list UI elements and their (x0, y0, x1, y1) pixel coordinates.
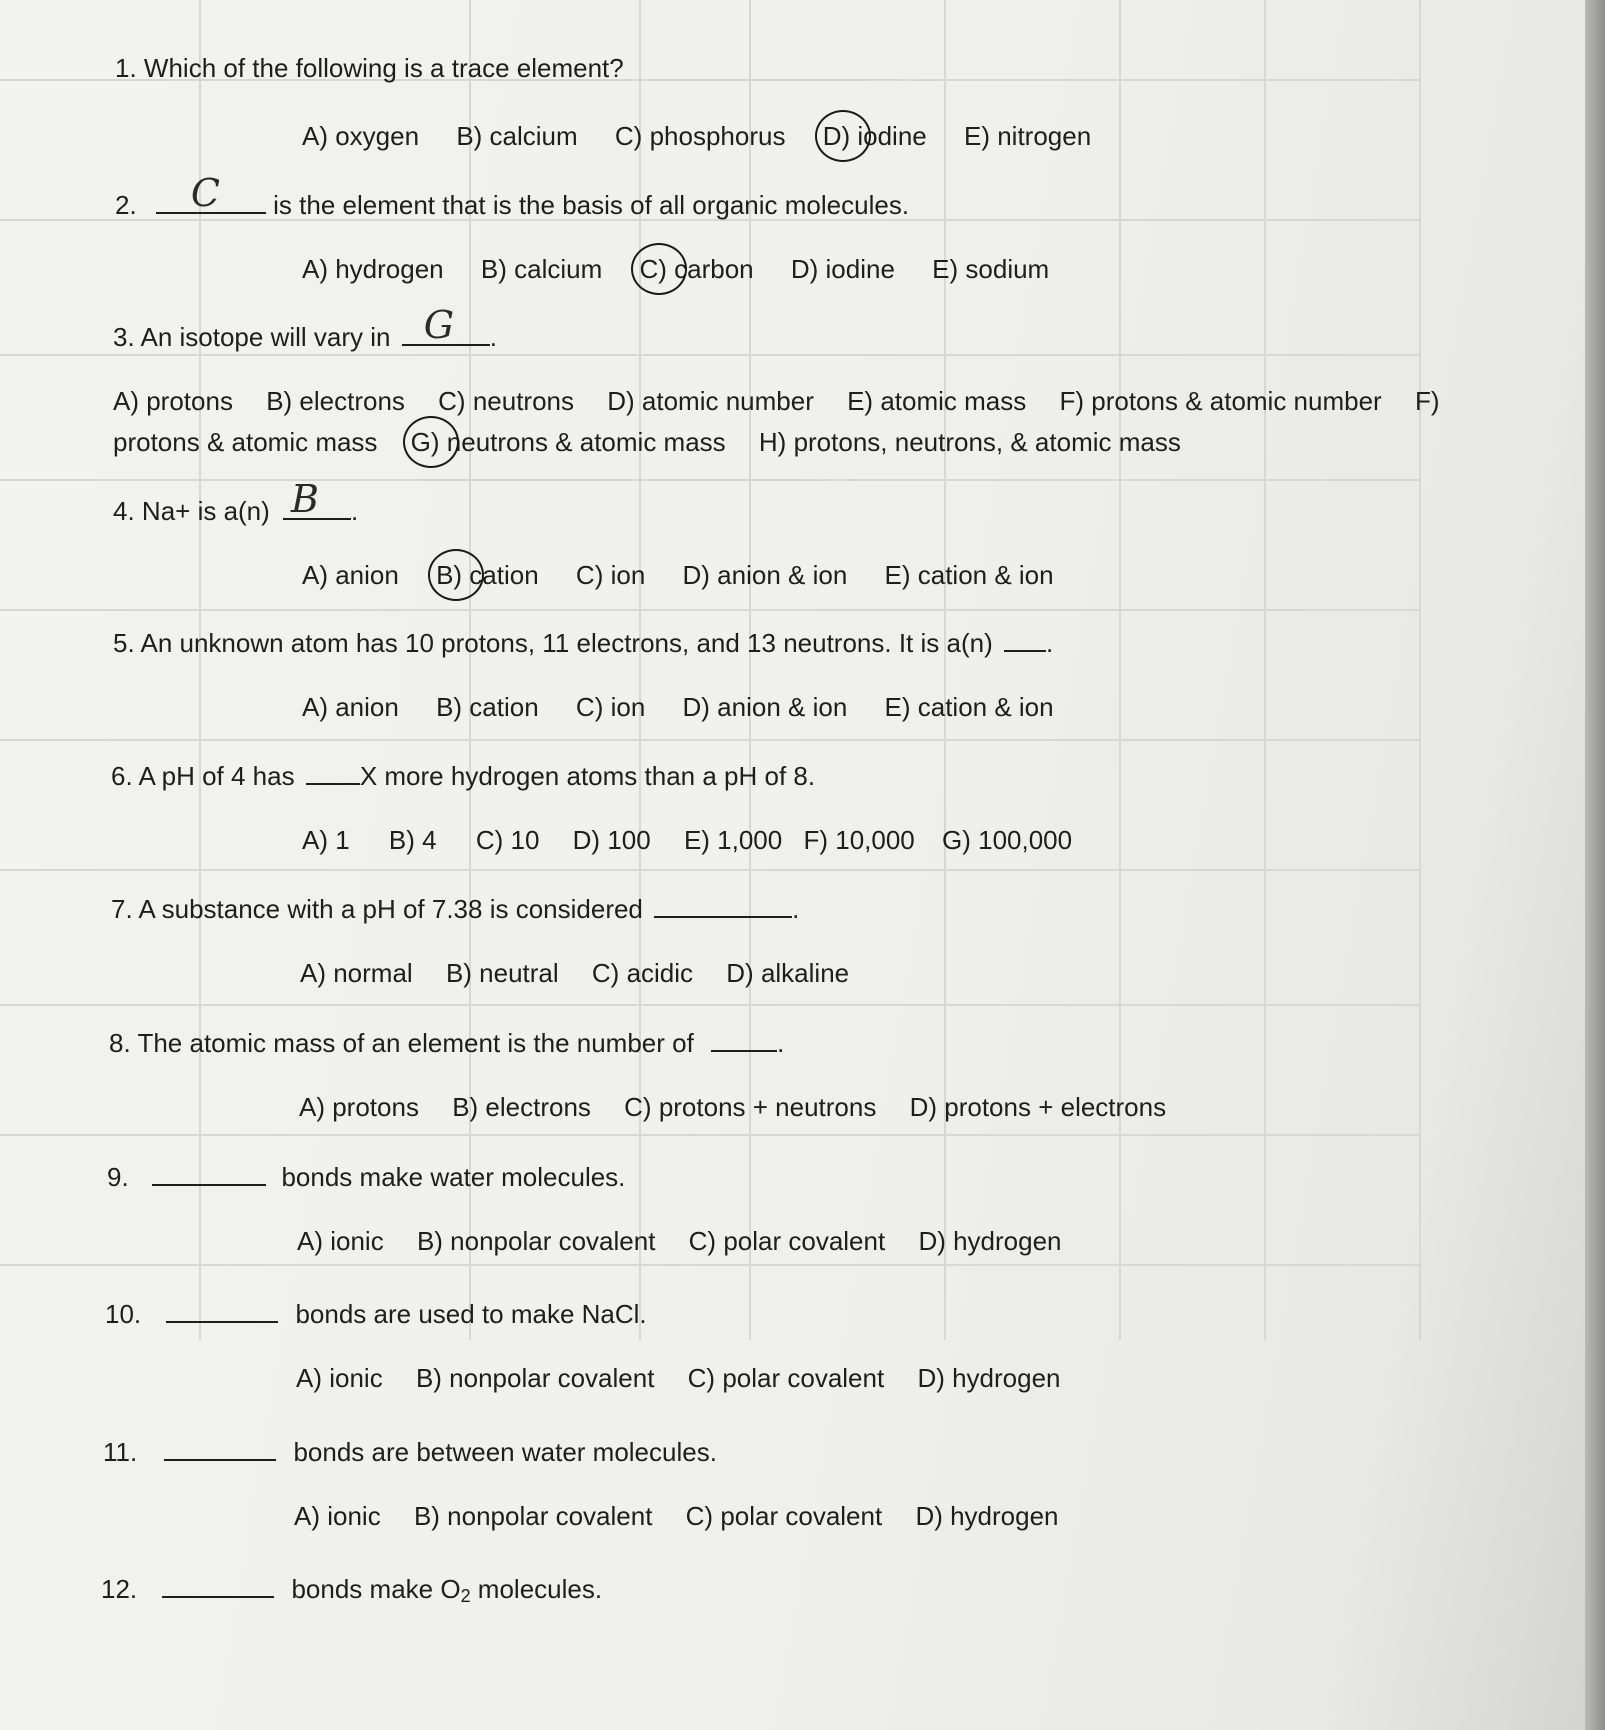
page-edge-shadow (1585, 0, 1605, 1730)
question-8-options (299, 1091, 1196, 1123)
question-9-options (297, 1225, 1092, 1257)
option-c[interactable]: C) polar covalent (687, 1363, 885, 1393)
option-c[interactable]: C) acidic (591, 958, 694, 988)
option-b[interactable]: B) nonpolar covalent (413, 1501, 653, 1531)
question-6 (111, 757, 815, 792)
option-b[interactable]: B) cation (436, 692, 539, 722)
option-d-circled[interactable]: D) iodine (822, 121, 927, 151)
option-f[interactable]: F) protons & atomic number (1059, 386, 1382, 416)
option-f-second[interactable]: F) (1414, 386, 1440, 416)
option-a[interactable]: A) protons (113, 386, 233, 416)
question-number: 2. (115, 190, 137, 220)
option-d[interactable]: D) 100 (572, 825, 651, 855)
option-e[interactable]: E) cation & ion (884, 560, 1054, 590)
option-b[interactable]: B) neutral (445, 958, 559, 988)
question-number: 6. (111, 761, 133, 791)
prompt-period: . (351, 496, 359, 526)
option-a[interactable]: A) hydrogen (302, 254, 444, 284)
option-a[interactable]: A) 1 (302, 825, 350, 855)
option-e[interactable]: E) sodium (932, 254, 1050, 284)
handwritten-answer: G (423, 303, 455, 347)
answer-blank[interactable] (283, 477, 351, 521)
option-g-circled[interactable]: G) neutrons & atomic mass (410, 427, 726, 457)
question-prompt: bonds are between water molecules. (293, 1437, 717, 1467)
answer-blank[interactable] (162, 1570, 274, 1598)
prompt-period: . (777, 1028, 785, 1058)
handwritten-answer: C (190, 171, 220, 215)
question-5 (113, 624, 1053, 659)
option-e[interactable]: E) cation & ion (884, 692, 1054, 722)
answer-blank[interactable] (156, 171, 266, 215)
question-prompt: A pH of 4 has (138, 761, 295, 791)
question-number: 11. (103, 1437, 138, 1467)
option-d[interactable]: D) hydrogen (915, 1501, 1059, 1531)
question-4-options (302, 559, 1084, 591)
option-b[interactable]: B) nonpolar covalent (415, 1363, 655, 1393)
question-prompt: Which of the following is a trace element? (143, 53, 624, 83)
option-b-circled[interactable]: B) cation (436, 560, 539, 590)
question-number: 12. (101, 1574, 138, 1604)
option-d[interactable]: D) anion & ion (682, 692, 848, 722)
option-e[interactable]: E) atomic mass (847, 386, 1027, 416)
question-11 (103, 1433, 717, 1468)
question-prompt: The atomic mass of an element is the number of (137, 1028, 694, 1058)
question-number: 1. (115, 53, 137, 83)
option-d[interactable]: D) hydrogen (917, 1363, 1061, 1393)
question-number: 8. (109, 1028, 131, 1058)
option-c-circled[interactable]: C) carbon (639, 254, 754, 284)
question-2-options (302, 253, 1079, 285)
option-c[interactable]: C) protons + neutrons (624, 1092, 877, 1122)
option-d[interactable]: D) alkaline (726, 958, 850, 988)
option-a[interactable]: A) ionic (297, 1226, 384, 1256)
option-a[interactable]: A) ionic (294, 1501, 381, 1531)
option-c[interactable]: C) polar covalent (685, 1501, 883, 1531)
subscript: 2 (460, 1586, 471, 1606)
option-d[interactable]: D) protons + electrons (909, 1092, 1167, 1122)
option-e[interactable]: E) 1,000 (683, 825, 783, 855)
option-a[interactable]: A) protons (299, 1092, 419, 1122)
question-prompt: An unknown atom has 10 protons, 11 electrons, and 13 neutrons. It is a(n) (140, 628, 993, 658)
option-d[interactable]: D) atomic number (607, 386, 814, 416)
answer-blank[interactable] (152, 1158, 266, 1186)
option-c[interactable]: C) ion (575, 560, 646, 590)
prompt-period: . (1045, 628, 1054, 658)
question-3 (113, 303, 497, 353)
question-10 (105, 1295, 647, 1330)
option-d[interactable]: D) hydrogen (918, 1226, 1062, 1256)
option-a[interactable]: A) ionic (296, 1363, 383, 1393)
question-number: 9. (107, 1162, 129, 1192)
question-number: 10. (105, 1299, 142, 1329)
question-8 (109, 1024, 784, 1059)
option-d[interactable]: D) iodine (790, 254, 895, 284)
option-b[interactable]: B) nonpolar covalent (416, 1226, 656, 1256)
answer-blank[interactable] (1004, 624, 1046, 652)
option-g[interactable]: G) 100,000 (942, 825, 1073, 855)
question-prompt: is the element that is the basis of all organic molecules. (273, 190, 910, 220)
question-prompt: Na+ is a(n) (141, 496, 270, 526)
option-b[interactable]: B) calcium (480, 254, 603, 284)
option-a[interactable]: A) normal (300, 958, 413, 988)
question-number: 5. (113, 628, 135, 658)
option-a[interactable]: A) anion (302, 560, 399, 590)
question-prompt-rest: X more hydrogen atoms than a pH of 8. (359, 761, 816, 791)
option-b[interactable]: B) electrons (452, 1092, 591, 1122)
answer-blank[interactable] (402, 303, 490, 347)
option-c[interactable]: C) polar covalent (688, 1226, 886, 1256)
option-c[interactable]: C) phosphorus (614, 121, 786, 151)
question-3-options-line-1 (113, 385, 1440, 417)
option-a[interactable]: A) anion (302, 692, 399, 722)
option-f-continued[interactable]: protons & atomic mass (113, 427, 378, 457)
option-a[interactable]: A) oxygen (302, 121, 420, 151)
question-number: 3. (113, 322, 135, 352)
question-6-options (302, 824, 1102, 856)
question-1-options (302, 120, 1121, 152)
question-prompt: A substance with a pH of 7.38 is considered (138, 894, 643, 924)
question-10-options (296, 1362, 1091, 1394)
option-b[interactable]: B) 4 (388, 825, 437, 855)
question-prompt: bonds make O (291, 1574, 461, 1604)
option-d[interactable]: D) anion & ion (682, 560, 848, 590)
option-c[interactable]: C) ion (575, 692, 646, 722)
question-3-options-line-2 (113, 426, 1211, 458)
question-2 (115, 171, 910, 221)
answer-blank[interactable] (306, 757, 360, 785)
question-prompt: bonds make water molecules. (281, 1162, 626, 1192)
question-prompt: An isotope will vary in (140, 322, 391, 352)
question-number: 7. (111, 894, 133, 924)
prompt-period: . (792, 894, 800, 924)
question-1 (115, 52, 624, 84)
question-12 (101, 1570, 602, 1612)
answer-blank[interactable] (654, 890, 792, 918)
option-b[interactable]: B) calcium (456, 121, 578, 151)
answer-blank[interactable] (166, 1295, 278, 1323)
question-prompt: bonds are used to make NaCl. (295, 1299, 647, 1329)
handwritten-answer: B (291, 477, 319, 521)
question-9 (107, 1158, 625, 1193)
option-f[interactable]: F) 10,000 (803, 825, 915, 855)
option-b[interactable]: B) electrons (266, 386, 405, 416)
option-c[interactable]: C) neutrons (438, 386, 574, 416)
prompt-period: . (489, 322, 497, 352)
option-h[interactable]: H) protons, neutrons, & atomic mass (758, 427, 1181, 457)
option-e[interactable]: E) nitrogen (963, 121, 1092, 151)
question-4 (113, 477, 359, 527)
answer-blank[interactable] (164, 1433, 276, 1461)
answer-blank[interactable] (711, 1024, 777, 1052)
question-5-options (302, 691, 1084, 723)
question-number: 4. (113, 496, 135, 526)
question-7 (111, 890, 799, 925)
option-c[interactable]: C) 10 (475, 825, 540, 855)
question-11-options (294, 1500, 1089, 1532)
question-prompt-rest: molecules. (470, 1574, 603, 1604)
question-7-options (300, 957, 879, 989)
